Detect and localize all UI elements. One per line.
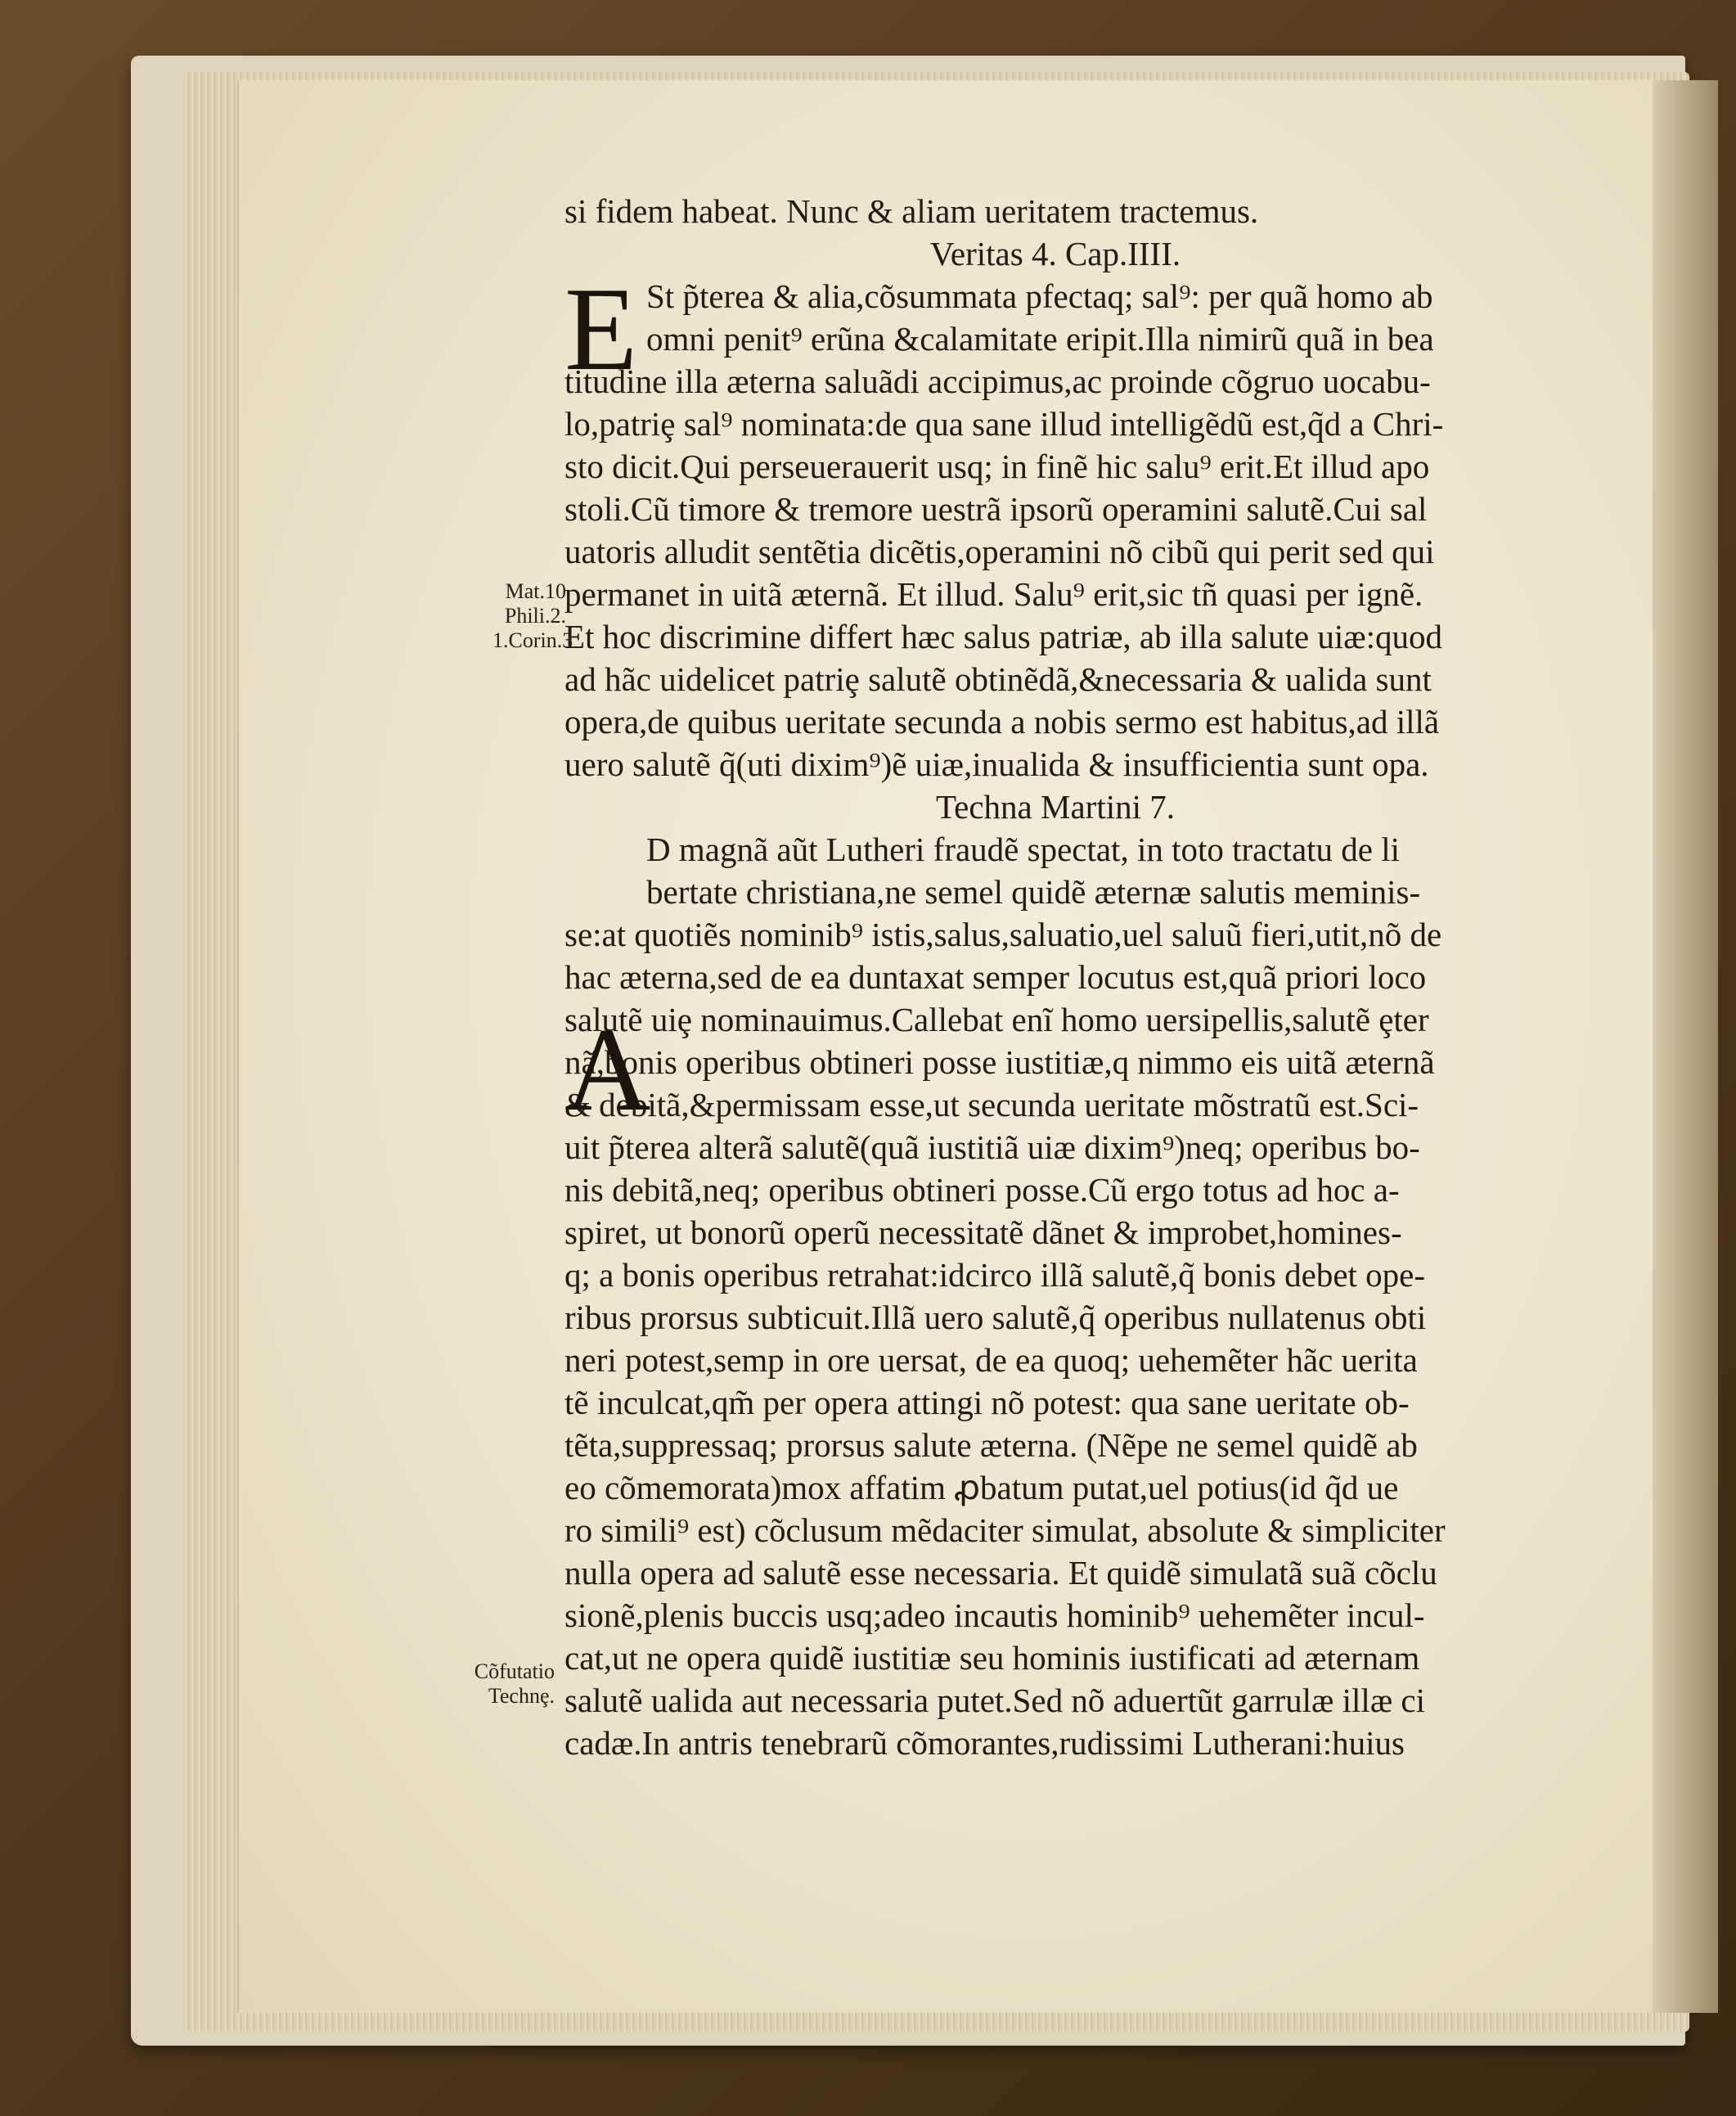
margin-confutatio-line: Technȩ. <box>488 1684 555 1708</box>
dropcap-e: E <box>564 263 638 395</box>
margin-reference: 1.Corin.3 <box>492 628 573 652</box>
section-heading-techna: Techna Martini 7. <box>935 788 1175 826</box>
text-line: ro simili⁹ est) cõclusum mẽdaciter simulat, absolute & simpliciter <box>564 1511 1446 1549</box>
text-line: nã,bonis operibus obtineri posse iustitiæ,q nimmo eis uitã æternã <box>564 1043 1435 1081</box>
text-line: spiret, ut bonorũ operũ necessitatẽ dãnet & improbet,homines- <box>564 1213 1402 1251</box>
text-line: D magnã aũt Lutheri fraudẽ spectat, in toto tractatu de li <box>646 831 1401 868</box>
text-line: cat,ut ne opera quidẽ iustitiæ seu hominis iustificati ad æternam <box>564 1639 1420 1677</box>
text-line: nulla opera ad salutẽ esse necessaria. Et quidẽ simulatã suã cõclu <box>564 1554 1437 1592</box>
text-line: St p̃terea & alia,cõsummata pfectaq; sal⁹: per quã homo ab <box>646 277 1433 315</box>
header-line: si fidem habeat. Nunc & aliam ueritatem tractemus. <box>564 192 1259 230</box>
text-line: nis debitã,neq; operibus obtineri posse.Cũ ergo totus ad hoc a- <box>564 1171 1400 1209</box>
text-line: stoli.Cũ timore & tremore uestrã ipsorũ operamini salutẽ.Cui sal <box>564 490 1428 528</box>
text-line: uit p̃terea alterã salutẽ(quã iustitiã uiæ dixim⁹)neq; operibus bo- <box>564 1128 1420 1166</box>
text-line: uero salutẽ q̃(uti dixim⁹)ẽ uiæ,inualida & insufficientia sunt opa. <box>564 745 1429 783</box>
text-line: omni penit⁹ erũna &calamitate eripit.Illa nimirũ quã in bea <box>646 320 1434 358</box>
text-line: & debitã,&permissam esse,ut secunda ueritate mõstratũ est.Sci- <box>564 1086 1419 1123</box>
section-veritas <box>564 263 1546 786</box>
text-line: salutẽ uiȩ nominauimus.Callebat enĩ homo uersipellis,salutẽ ȩter <box>564 1001 1429 1038</box>
text-line: eo cõmemorata)mox affatim ꝓbatum putat,uel potius(id q̃d ue <box>564 1469 1399 1506</box>
text-line: cadæ.In antris tenebrarũ cõmorantes,rudissimi Lutherani:huius <box>564 1724 1405 1762</box>
text-line: neri potest,semp in ore uersat, de ea quoq; uehemẽter hãc uerita <box>564 1341 1418 1379</box>
text-line: hac æterna,sed de ea duntaxat semper locutus est,quã priori loco <box>564 958 1427 996</box>
dropcap-a: A <box>564 1003 651 1136</box>
text-line: sto dicit.Qui perseuerauerit usq; in finẽ hic salu⁹ erit.Et illud apo <box>564 448 1430 485</box>
page-text <box>564 190 1546 1764</box>
text-line: Et hoc discrimine differt hæc salus patriæ, ab illa salute uiæ:quod <box>564 618 1443 655</box>
margin-reference-list <box>492 579 573 653</box>
margin-reference: Phili.2. <box>504 604 566 628</box>
text-line: salutẽ ualida aut necessaria putet.Sed nõ aduertũt garrulæ illæ ci <box>564 1682 1426 1719</box>
text-line: permanet in uitã æternã. Et illud. Salu⁹ erit,sic tñ quasi per ignẽ. <box>564 575 1423 613</box>
text-line: uatoris alludit sentẽtia dicẽtis,operamini nõ cibũ qui perit sed qui <box>564 533 1435 570</box>
text-line: opera,de quibus ueritate secunda a nobis sermo est habitus,ad illã <box>564 703 1440 741</box>
text-line: tẽta,suppressaq; prorsus salute æterna. (Nẽpe ne semel quidẽ ab <box>564 1426 1418 1464</box>
section-techna <box>564 828 1546 1764</box>
text-line: lo,patriȩ sal⁹ nominata:de qua sane illud intelligẽdũ est,q̃d a Chri- <box>564 405 1444 443</box>
margin-confutatio-note <box>448 1659 555 1709</box>
text-line: bertate christiana,ne semel quidẽ æternæ salutis meminis- <box>646 873 1421 911</box>
text-line: ad hãc uidelicet patriȩ salutẽ obtinẽdã,&necessaria & ualida sunt <box>564 660 1432 698</box>
text-line: sionẽ,plenis buccis usq;adeo incautis hominib⁹ uehemẽter incul- <box>564 1596 1425 1634</box>
margin-reference: Mat.10 <box>505 579 566 603</box>
text-line: se:at quotiẽs nominib⁹ istis,salus,saluatio,uel saluũ fieri,utit,nõ de <box>564 916 1442 953</box>
text-line: q; a bonis operibus retrahat:idcirco illã salutẽ,q̃ bonis debet ope- <box>564 1256 1426 1294</box>
margin-confutatio-line: Cõfutatio <box>474 1659 555 1683</box>
text-line: tẽ inculcat,qm̃ per opera attingi nõ potest: qua sane ueritate ob- <box>564 1384 1410 1421</box>
text-line: ribus prorsus subticuit.Illã uero salutẽ,q̃ operibus nullatenus obti <box>564 1299 1427 1336</box>
section-heading-veritas: Veritas 4. Cap.IIII. <box>929 235 1181 272</box>
book-gutter <box>1653 80 1718 2013</box>
text-line: titudine illa æterna saluãdi accipimus,ac proinde cõgruo uocabu- <box>564 362 1431 400</box>
